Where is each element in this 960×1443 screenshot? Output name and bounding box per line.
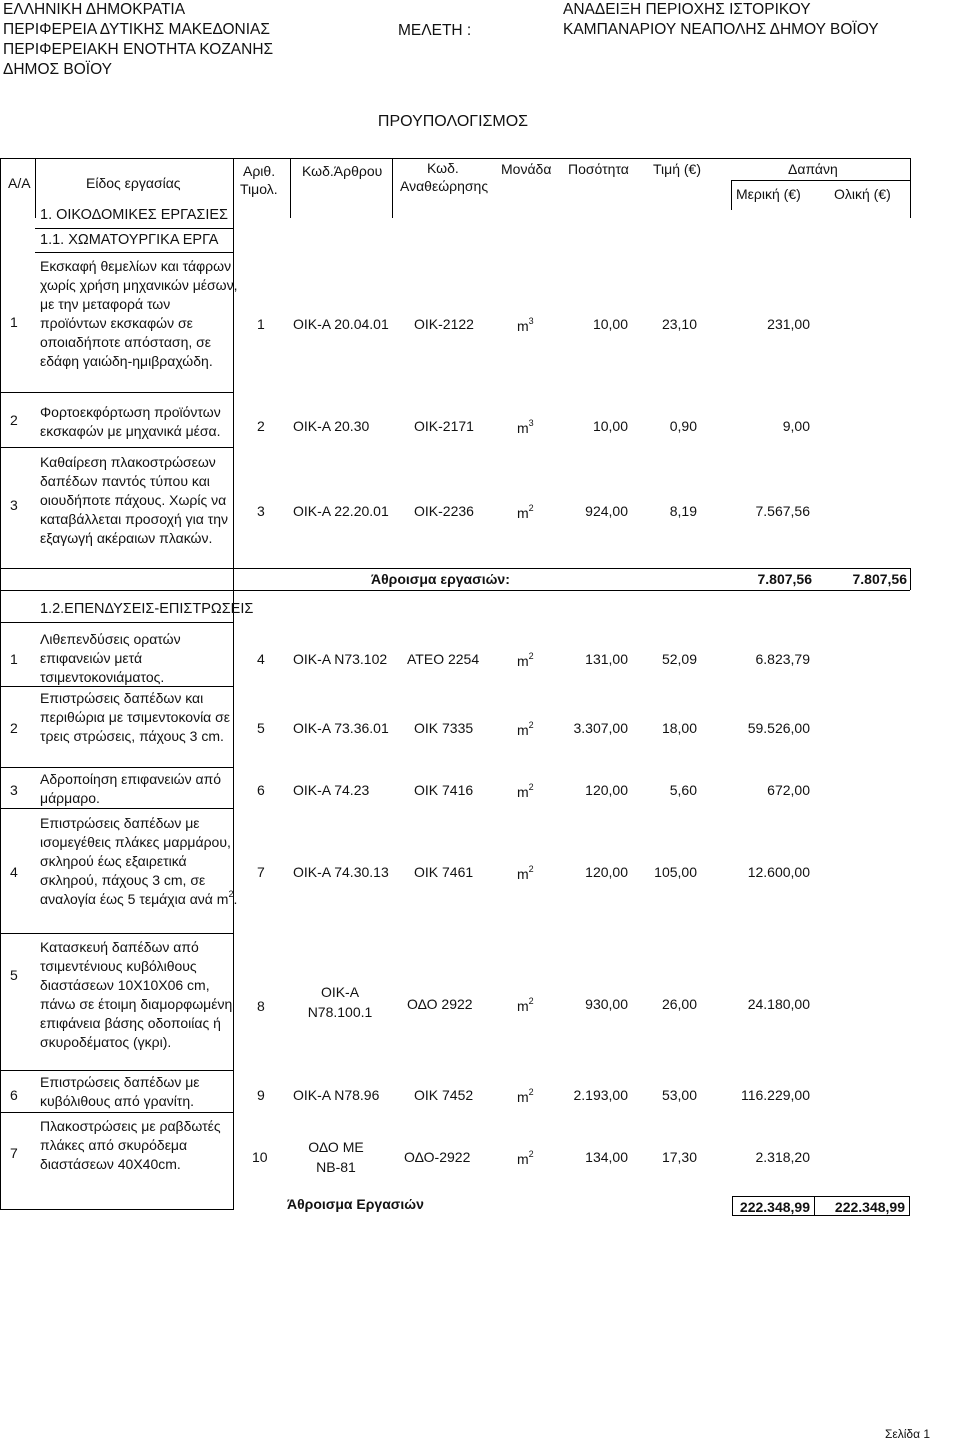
section-title: 1.2.ΕΠΕΝΔΥΣΕΙΣ-ΕΠΙΣΤΡΩΣΕΙΣ bbox=[40, 601, 254, 617]
row-description: Πλακοστρώσεις με ραβδωτές πλάκες από σκυρόδεμα διαστάσεων 40Χ40cm. bbox=[40, 1118, 221, 1172]
row-article: ΟΙΚ-Α Ν78.96 bbox=[293, 1087, 380, 1103]
row-price-no: 8 bbox=[257, 998, 265, 1014]
row-quantity: 3.307,00 bbox=[573, 720, 628, 736]
row-price-no: 5 bbox=[257, 720, 265, 736]
row-divider bbox=[0, 767, 234, 768]
row-aa: 2 bbox=[10, 720, 18, 736]
subtotal-total: 222.348,99 bbox=[814, 1196, 910, 1216]
row-unit: $m^2$ bbox=[517, 503, 534, 521]
row-revision: ΟΙΚ 7461 bbox=[414, 864, 474, 880]
row-revision: ΟΙΚ 7416 bbox=[414, 782, 474, 798]
project-title-line: ΑΝΑΔΕΙΞΗ ΠΕΡΙΟΧΗΣ ΙΣΤΟΡΙΚΟΥ bbox=[563, 1, 811, 18]
row-partial: 24.180,00 bbox=[747, 996, 810, 1012]
row-aa: 2 bbox=[10, 412, 18, 428]
row-article: ΟΙΚ-Α 20.04.01 bbox=[293, 316, 389, 332]
header-left-line: ΔΗΜΟΣ ΒΟΪΟΥ bbox=[3, 61, 112, 78]
col-header-article: Κωδ.Άρθρου bbox=[302, 163, 383, 179]
subtotal-label: Άθροισμα εργασιών: bbox=[371, 571, 510, 587]
row-price: 0,90 bbox=[669, 418, 697, 434]
row-description: Επιστρώσεις δαπέδων με ισομεγέθεις πλάκες μαρμάρου, σκληρού έως εξαιρετικά σκληρού, πάχους 3 cm, σε αναλογία έως 5 τεμάχια ανά $m^2$. bbox=[40, 815, 238, 907]
row-description: Επιστρώσεις δαπέδων και περιθώρια με τσιμεντοκονία σε τρεις στρώσεις, πάχους 3 cm. bbox=[40, 690, 231, 744]
section-divider bbox=[35, 252, 234, 253]
row-article: ΟΙΚ-Α 22.20.01 bbox=[293, 503, 389, 519]
row-price: 5,60 bbox=[669, 782, 697, 798]
row-quantity: 134,00 bbox=[585, 1149, 628, 1165]
row-price: 26,00 bbox=[661, 996, 697, 1012]
subsection-title: 1.1. ΧΩΜΑΤΟΥΡΓΙΚΑ ΕΡΓΑ bbox=[40, 232, 219, 248]
col-header-type: Είδος εργασίας bbox=[86, 175, 181, 191]
row-unit: $m^2$ bbox=[517, 651, 534, 669]
row-price: 23,10 bbox=[661, 316, 697, 332]
header-left-line: ΕΛΛΗΝΙΚΗ ΔΗΜΟΚΡΑΤΙΑ bbox=[3, 1, 186, 18]
row-price-no: 7 bbox=[257, 864, 265, 880]
col-header-total: Ολική (€) bbox=[834, 186, 891, 202]
subtotal-border bbox=[910, 568, 911, 590]
subtotal-total: 7.807,56 bbox=[852, 571, 907, 587]
col-header-quantity: Ποσότητα bbox=[568, 161, 629, 177]
row-price-no: 9 bbox=[257, 1087, 265, 1103]
row-unit: $m^3$ bbox=[517, 316, 534, 334]
row-divider bbox=[0, 392, 234, 393]
row-article: ΟΙΚ-Α 74.23 bbox=[293, 782, 370, 798]
row-description: Εκσκαφή θεμελίων και τάφρων χωρίς χρήση μηχανικών μέσων, με την μεταφορά των προϊόντων εκσκαφών σε οποιαδήποτε απόσταση, σε εδάφη γαιώδη-ημιβραχώδη. bbox=[40, 258, 238, 369]
row-aa: 5 bbox=[10, 967, 18, 983]
col-divider bbox=[290, 158, 291, 218]
col-header-revision: Αναθεώρησης bbox=[400, 178, 489, 194]
row-divider bbox=[0, 686, 234, 687]
col-divider bbox=[731, 180, 732, 210]
col-header-price: Τιμή (€) bbox=[653, 161, 701, 177]
table-top-border bbox=[0, 158, 910, 159]
row-unit: $m^2$ bbox=[517, 1149, 534, 1167]
row-price-no: 4 bbox=[257, 651, 265, 667]
row-quantity: 120,00 bbox=[585, 864, 628, 880]
col-header-aa: Α/Α bbox=[8, 175, 31, 191]
row-article: ΟΙΚ-Α Ν78.100.1 bbox=[307, 984, 373, 1020]
project-title-line: ΚΑΜΠΑΝΑΡΙΟΥ ΝΕΑΠΟΛΗΣ ΔΗΜΟΥ ΒΟΪΟΥ bbox=[563, 21, 879, 38]
row-revision: ΟΙΚ-2236 bbox=[414, 503, 474, 519]
row-quantity: 10,00 bbox=[592, 418, 628, 434]
row-unit: $m^2$ bbox=[517, 782, 534, 800]
header-right bbox=[563, 0, 879, 40]
section-title: 1. ΟΙΚΟΔΟΜΙΚΕΣ ΕΡΓΑΣΙΕΣ bbox=[40, 207, 229, 223]
row-revision: ΟΔΟ-2922 bbox=[404, 1149, 471, 1165]
row-quantity: 924,00 bbox=[585, 503, 628, 519]
row-price-no: 10 bbox=[252, 1149, 268, 1165]
study-label: ΜΕΛΕΤΗ : bbox=[398, 22, 472, 39]
col-header-unit: Μονάδα bbox=[501, 161, 552, 177]
row-unit: $m^2$ bbox=[517, 864, 534, 882]
col-header-price-no: Αριθ. bbox=[243, 163, 276, 179]
row-unit: $m^3$ bbox=[517, 418, 534, 436]
row-article: ΟΙΚ-Α 73.36.01 bbox=[293, 720, 389, 736]
row-aa: 4 bbox=[10, 864, 18, 880]
row-divider bbox=[0, 1070, 234, 1071]
row-divider bbox=[0, 933, 234, 934]
row-divider bbox=[0, 1112, 234, 1113]
row-partial: 59.526,00 bbox=[747, 720, 810, 736]
table-left-border bbox=[0, 158, 1, 1210]
subtotal-line bbox=[0, 568, 910, 569]
col-header-partial: Μερική (€) bbox=[736, 186, 801, 202]
row-price: 18,00 bbox=[661, 720, 697, 736]
col-header-revision: Κωδ. bbox=[427, 160, 459, 176]
col-divider bbox=[35, 158, 36, 218]
row-revision: ΟΙΚ-2171 bbox=[414, 418, 474, 434]
row-partial: 7.567,56 bbox=[755, 503, 810, 519]
row-revision: ΑΤΕΟ 2254 bbox=[407, 651, 480, 667]
row-revision: ΟΔΟ 2922 bbox=[407, 996, 473, 1012]
row-partial: 116.229,00 bbox=[740, 1087, 810, 1103]
row-aa: 6 bbox=[10, 1087, 18, 1103]
row-quantity: 131,00 bbox=[585, 651, 628, 667]
row-partial: 9,00 bbox=[782, 418, 810, 434]
row-article: ΟΔΟ ΜΕ ΝΒ-81 bbox=[308, 1139, 364, 1175]
subtotal-label: Άθροισμα Εργασιών bbox=[287, 1196, 424, 1212]
row-article: ΟΙΚ-Α Ν73.102 bbox=[293, 651, 388, 667]
row-price: 8,19 bbox=[669, 503, 697, 519]
row-partial: 231,00 bbox=[767, 316, 810, 332]
row-description: Λιθεπενδύσεις ορατών επιφανειών μετά τσιμεντοκονιάματος. bbox=[40, 631, 181, 685]
row-price: 52,09 bbox=[661, 651, 697, 667]
row-revision: ΟΙΚ 7452 bbox=[414, 1087, 474, 1103]
header-left-line: ΠΕΡΙΦΕΡΕΙΑ ΔΥΤΙΚΗΣ ΜΑΚΕΔΟΝΙΑΣ bbox=[3, 21, 270, 38]
cost-header-line bbox=[731, 180, 910, 181]
table-right-border bbox=[910, 158, 911, 218]
row-partial: 2.318,20 bbox=[755, 1149, 810, 1165]
document-title: ΠΡΟΥΠΟΛΟΓΙΣΜΟΣ bbox=[377, 113, 529, 130]
row-price-no: 6 bbox=[257, 782, 265, 798]
row-partial: 6.823,79 bbox=[755, 651, 810, 667]
row-description: Κατασκευή δαπέδων από τσιμεντένιους κυβόλιθους διαστάσεων 10Χ10Χ06 cm, πάνω σε έτοιμη διαμορφωμένη επιφάνεια βάσης οδοποιίας ή σκυροδέματος (γκρι). bbox=[40, 939, 233, 1050]
row-quantity: 2.193,00 bbox=[573, 1087, 628, 1103]
row-divider bbox=[0, 808, 234, 809]
col-header-cost: Δαπάνη bbox=[788, 161, 838, 177]
row-quantity: 930,00 bbox=[585, 996, 628, 1012]
row-price: 53,00 bbox=[661, 1087, 697, 1103]
row-aa: 7 bbox=[10, 1145, 18, 1161]
row-aa: 1 bbox=[10, 314, 18, 330]
header-left-line: ΠΕΡΙΦΕΡΕΙΑΚΗ ΕΝΟΤΗΤΑ ΚΟΖΑΝΗΣ bbox=[3, 41, 274, 58]
row-description: Καθαίρεση πλακοστρώσεων δαπέδων παντός τύπου και οιουδήποτε πάχους. Χωρίς να καταβάλλεται προσοχή για την εξαγωγή ακέραιων πλακών. bbox=[40, 454, 229, 546]
row-description: Φορτοεκφόρτωση προϊόντων εκσκαφών με μηχανικά μέσα. bbox=[40, 404, 221, 439]
row-revision: ΟΙΚ-2122 bbox=[414, 316, 474, 332]
row-description: Αδροποίηση επιφανειών από μάρμαρο. bbox=[40, 771, 222, 806]
row-price-no: 1 bbox=[257, 316, 265, 332]
row-article: ΟΙΚ-Α 20.30 bbox=[293, 418, 370, 434]
row-unit: $m^2$ bbox=[517, 1087, 534, 1105]
header-left bbox=[3, 0, 273, 80]
row-description: Επιστρώσεις δαπέδων με κυβόλιθους από γρανίτη. bbox=[40, 1074, 200, 1109]
row-unit: $m^2$ bbox=[517, 996, 534, 1014]
row-price: 105,00 bbox=[654, 864, 697, 880]
row-price-no: 3 bbox=[257, 503, 265, 519]
subtotal-partial: 7.807,56 bbox=[757, 571, 812, 587]
row-price-no: 2 bbox=[257, 418, 265, 434]
row-divider bbox=[0, 447, 234, 448]
row-partial: 12.600,00 bbox=[747, 864, 810, 880]
row-quantity: 120,00 bbox=[585, 782, 628, 798]
row-revision: ΟΙΚ 7335 bbox=[414, 720, 474, 736]
subtotal-partial: 222.348,99 bbox=[732, 1196, 815, 1216]
section-divider bbox=[35, 228, 234, 229]
section-divider bbox=[0, 622, 234, 623]
page-number: Σελίδα 1 bbox=[885, 1427, 931, 1441]
row-article: ΟΙΚ-Α 74.30.13 bbox=[293, 864, 389, 880]
row-aa: 3 bbox=[10, 497, 18, 513]
row-price: 17,30 bbox=[661, 1149, 697, 1165]
col-divider bbox=[392, 158, 393, 218]
row-quantity: 10,00 bbox=[592, 316, 628, 332]
row-divider bbox=[0, 1209, 234, 1210]
subtotal-line bbox=[0, 590, 910, 591]
row-aa: 1 bbox=[10, 651, 18, 667]
row-unit: $m^2$ bbox=[517, 720, 534, 738]
row-partial: 672,00 bbox=[767, 782, 810, 798]
col-header-price-no: Τιμολ. bbox=[240, 181, 278, 197]
row-aa: 3 bbox=[10, 782, 18, 798]
